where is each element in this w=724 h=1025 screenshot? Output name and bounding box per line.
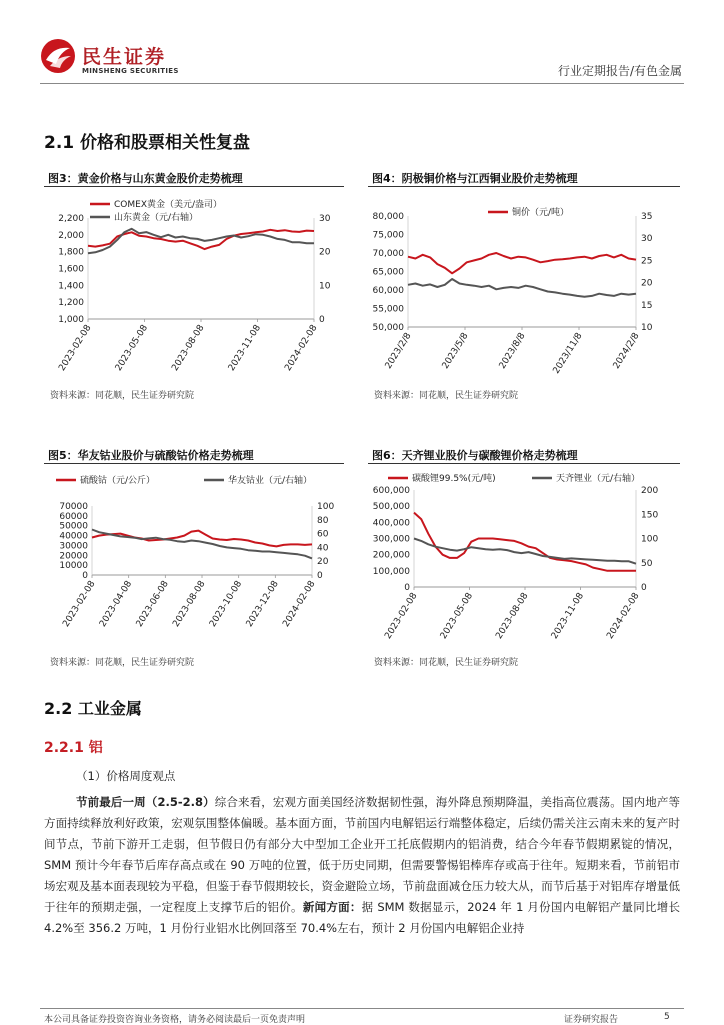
section-title: 2.1 价格和股票相关性复盘 (44, 133, 251, 153)
x-tick-label: 2023-08-08 (494, 591, 531, 641)
x-tick-label: 2023-11-08 (549, 591, 587, 641)
y-left-tick-label: 75,000 (372, 230, 404, 241)
x-tick-label: 2023/11/8 (551, 331, 585, 376)
fig4-title: 图4：阴极铜价格与江西铜业股价走势梳理 (372, 172, 578, 185)
footer-divider (40, 1008, 684, 1009)
y-left-tick-label: 200,000 (372, 550, 410, 561)
fig3-title-rule (44, 186, 344, 187)
report-type: 行业定期报告/有色金属 (557, 64, 682, 78)
y-left-tick-label: 40000 (59, 531, 88, 542)
para-text-1: 综合来看，宏观方面美国经济数据韧性强，海外降息预期降温，美指高位震荡。国内地产等方面持续释放利好政策，宏观氛围整体偏暖。基本面方面，节前国内电解铝运行端整体稳定，后续仍需关注云南未来的复产时间节点，节前下游开工走弱，但节假日仍有部分大中型加工企业开工托底假期内的铝消费，结合今年春节假期累锭的情况，SMM 预计今年春节后库存高点或在 90 万吨的位置，低于历史同期，但需要警惕铝棒库存或高于往年。短期来看，节前铝市场宏观及基本面表现较为平稳，但鉴于春节假期较长，资金避险立场，节前盘面减仓压力较大从，而节后基于对铝库存增量低于往年的预期走强，一定程度上支撑节后的铝价。 (44, 795, 680, 914)
fig4-source: 资料来源：同花顺，民生证券研究院 (374, 391, 519, 401)
x-tick-label: 2023-05-08 (438, 591, 476, 641)
x-tick-label: 2023-12-08 (244, 579, 281, 629)
x-tick-label: 2023-05-08 (113, 323, 151, 373)
y-left-tick-label: 2,200 (58, 214, 84, 224)
y-left-tick-label: 400,000 (372, 518, 410, 529)
y-right-tick-label: 30 (319, 214, 331, 224)
series-line-left (92, 531, 312, 547)
para-text-2: 据 SMM 数据显示，2024 年 1 月份国内电解铝产量同比增长 4.2%至 356.2 万吨，1 月份行业铝水比例回落至 70.4%左右，预计 2 月份国内电解铝企业持 (44, 900, 681, 935)
x-tick-label: 2023-10-08 (208, 579, 245, 629)
x-tick-label: 2023/8/8 (497, 331, 528, 371)
y-right-tick-label: 20 (317, 557, 329, 568)
y-left-tick-label: 2,000 (58, 230, 84, 241)
y-left-tick-label: 1,000 (58, 315, 84, 325)
y-right-tick-label: 20 (319, 247, 331, 258)
y-left-tick-label: 600,000 (372, 486, 410, 496)
series-line-right (88, 229, 314, 254)
legend-label: 天齐锂业（元/右轴） (556, 474, 641, 484)
x-tick-label: 2024-02-08 (281, 579, 318, 629)
y-left-tick-label: 1,200 (58, 298, 84, 309)
y-left-tick-label: 20000 (59, 551, 88, 562)
y-left-tick-label: 0 (404, 583, 410, 593)
x-tick-label: 2023-08-08 (171, 579, 208, 629)
y-left-tick-label: 65,000 (372, 267, 404, 278)
y-left-tick-label: 50,000 (372, 323, 404, 333)
series-line-right (408, 279, 636, 297)
y-right-tick-label: 100 (317, 502, 335, 512)
y-left-tick-label: 1,600 (58, 264, 84, 275)
x-tick-label: 2023/5/8 (440, 331, 471, 371)
fig6-title-rule (368, 463, 680, 464)
y-right-tick-label: 60 (317, 529, 329, 540)
x-tick-label: 2023-08-08 (170, 323, 207, 373)
section-2-2-1-title: 2.2.1 铝 (44, 740, 103, 756)
y-left-tick-label: 70,000 (372, 249, 404, 259)
y-right-tick-label: 25 (641, 256, 653, 267)
y-left-tick-label: 55,000 (372, 304, 404, 315)
series-line-left (408, 253, 636, 273)
y-left-tick-label: 30000 (59, 541, 88, 552)
y-right-tick-label: 15 (641, 300, 653, 311)
x-tick-label: 2024/2/8 (611, 331, 642, 371)
y-right-tick-label: 35 (641, 212, 653, 222)
y-right-tick-label: 40 (317, 543, 329, 554)
header-divider (40, 83, 684, 84)
x-tick-label: 2023/2/8 (383, 331, 414, 371)
y-left-tick-label: 70000 (59, 502, 88, 512)
fig5-source: 资料来源：同花顺，民生证券研究院 (50, 658, 195, 668)
series-line-right (414, 539, 636, 564)
legend-label: 山东黄金（元/右轴） (114, 213, 199, 223)
legend-label: 华友钴业（元/右轴） (228, 476, 313, 486)
footer-disclaimer: 本公司具备证券投资咨询业务资格，请务必阅读最后一页免责声明 (44, 1015, 306, 1025)
legend-label: 硫酸钴（元/公斤） (80, 476, 156, 486)
x-tick-label: 2023-02-08 (61, 579, 98, 629)
legend-label: 碳酸锂99.5%(元/吨) (412, 474, 496, 484)
y-left-tick-label: 80,000 (372, 212, 404, 222)
page-number: 5 (664, 1012, 670, 1022)
y-right-tick-label: 100 (641, 534, 659, 545)
fig6-title: 图6：天齐锂业股价与碳酸锂价格走势梳理 (372, 449, 578, 462)
fig4-title-rule (368, 186, 680, 187)
y-left-tick-label: 1,400 (58, 281, 84, 292)
y-left-tick-label: 1,800 (58, 247, 84, 258)
y-left-tick-label: 50000 (59, 521, 88, 532)
body-paragraph (44, 792, 680, 939)
fig6-chart (368, 466, 680, 646)
fig3-source: 资料来源：同花顺，民生证券研究院 (50, 391, 195, 401)
x-tick-label: 2023-04-08 (98, 579, 135, 629)
y-right-tick-label: 0 (319, 315, 325, 325)
x-tick-label: 2023-02-08 (383, 591, 420, 641)
series-line-right (92, 530, 312, 559)
y-right-tick-label: 10 (319, 281, 331, 292)
legend-label: 铜价（元/吨） (512, 208, 570, 218)
x-tick-label: 2023-11-08 (226, 323, 264, 373)
brand-name: 民生证券 (82, 46, 167, 68)
x-tick-label: 2024-02-08 (283, 323, 320, 373)
x-tick-label: 2023-06-08 (134, 579, 171, 629)
fig5-chart (44, 466, 344, 646)
para-lead: 节前最后一周（2.5-2.8） (76, 795, 215, 809)
fig5-title: 图5：华友钴业股价与硫酸钴价格走势梳理 (48, 449, 254, 462)
y-right-tick-label: 0 (317, 571, 323, 581)
fig4-chart (368, 190, 680, 398)
y-left-tick-label: 60000 (59, 511, 88, 522)
y-left-tick-label: 100,000 (372, 566, 410, 577)
footer-doc-type: 证券研究报告 (564, 1015, 619, 1025)
y-right-tick-label: 20 (641, 278, 653, 289)
legend-label: COMEX黄金（美元/盎司） (114, 200, 223, 210)
news-lead: 新闻方面： (302, 900, 362, 914)
series-line-left (414, 513, 636, 571)
section-2-2-title: 2.2 工业金属 (44, 699, 142, 718)
y-right-tick-label: 30 (641, 234, 653, 245)
brand-logo-icon (40, 38, 76, 74)
y-right-tick-label: 50 (641, 558, 653, 569)
x-tick-label: 2024-02-08 (605, 591, 642, 641)
fig5-title-rule (44, 463, 344, 464)
fig3-chart (44, 190, 344, 398)
y-left-tick-label: 500,000 (372, 502, 410, 513)
fig6-source: 资料来源：同花顺，民生证券研究院 (374, 658, 519, 668)
y-left-tick-label: 0 (82, 571, 88, 581)
y-right-tick-label: 150 (641, 510, 659, 521)
y-right-tick-label: 200 (641, 486, 659, 496)
y-right-tick-label: 80 (317, 515, 329, 526)
fig3-title: 图3：黄金价格与山东黄金股价走势梳理 (48, 172, 243, 185)
y-left-tick-label: 300,000 (372, 534, 410, 545)
point-heading: （1）价格周度观点 (76, 769, 176, 783)
y-left-tick-label: 60,000 (372, 286, 404, 296)
y-left-tick-label: 10000 (59, 561, 88, 572)
brand-name-en: MINSHENG SECURITIES (82, 67, 179, 75)
x-tick-label: 2023-02-08 (57, 323, 94, 373)
y-right-tick-label: 10 (641, 323, 653, 333)
y-right-tick-label: 0 (641, 583, 647, 593)
